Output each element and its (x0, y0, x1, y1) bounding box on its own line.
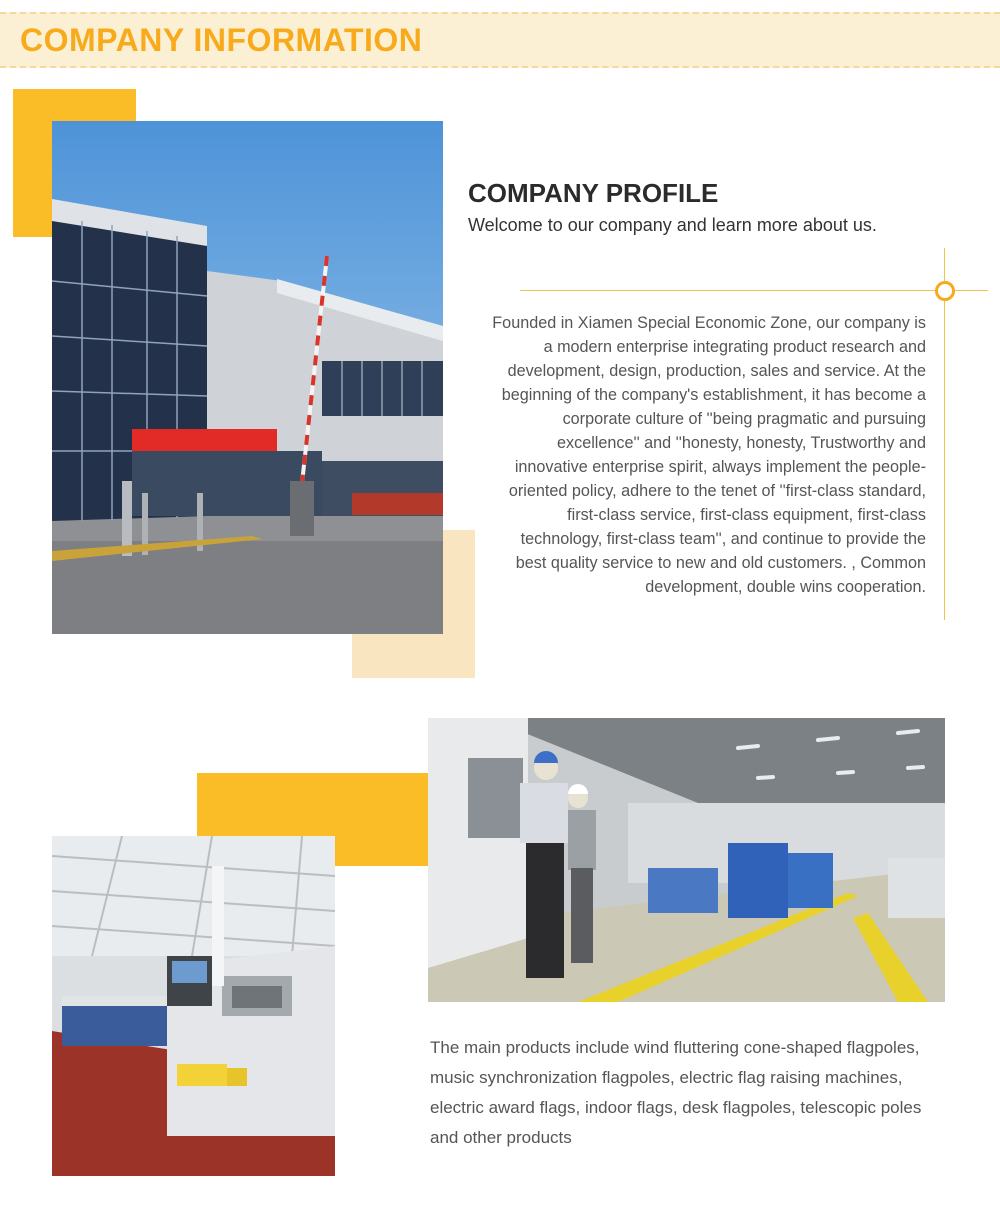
section-title: COMPANY INFORMATION (20, 22, 423, 58)
products-description: The main products include wind fluttering cone-shaped flagpoles, music synchronization flagpoles, electric flag raising machines, electric award flags, indoor flags, desk flagpoles, telescopic poles and other products (430, 1038, 922, 1147)
lathe-machine-photo (52, 836, 335, 1176)
section-banner (0, 12, 1000, 68)
building-photo (52, 121, 443, 634)
factory-floor-photo (428, 718, 945, 1002)
decor-vertical-line (944, 248, 945, 620)
decor-horizontal-line (520, 290, 988, 291)
profile-title: COMPANY PROFILE (468, 178, 719, 208)
decor-ring-icon (935, 281, 955, 301)
profile-subtitle: Welcome to our company and learn more about us. (468, 215, 877, 235)
profile-description: Founded in Xiamen Special Economic Zone, our company is a modern enterprise integrating product research and development, design, production, sales and service. At the beginning of the company's establishment, it has become a corporate culture of ''being pragmatic and pursuing excellence'' and ''honesty, honesty, Trustworthy and innovative enterprise spirit, always implement the people-oriented policy, adhere to the tenet of ''first-class standard, first-class service, first-class equipment, first-class technology, first-class team'', and continue to provide the best quality service to new and old customers. , Common development, double wins cooperation. (492, 314, 926, 596)
